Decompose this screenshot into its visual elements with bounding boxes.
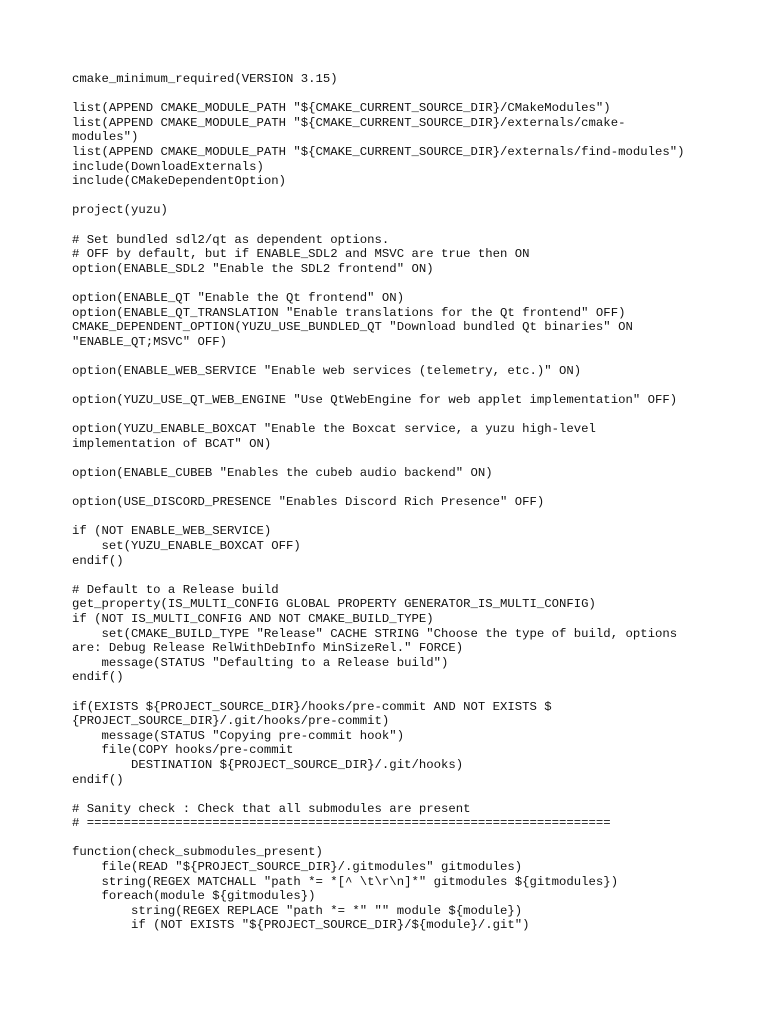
code-line: list(APPEND CMAKE_MODULE_PATH "${CMAKE_CURRENT_SOURCE_DIR}/CMakeModules") — [72, 101, 611, 116]
code-line — [72, 378, 712, 393]
code-line: include(DownloadExternals) — [72, 159, 264, 174]
code-line: file(READ "${PROJECT_SOURCE_DIR}/.gitmodules" gitmodules) — [72, 860, 523, 875]
code-line: option(YUZU_ENABLE_BOXCAT "Enable the Boxcat service, a yuzu high-level — [72, 422, 596, 437]
code-line: # Sanity check : Check that all submodules are present — [72, 801, 471, 816]
code-line: # Set bundled sdl2/qt as dependent options. — [72, 232, 390, 247]
code-line: set(CMAKE_BUILD_TYPE "Release" CACHE STRING "Choose the type of build, options — [72, 626, 678, 641]
code-line — [72, 510, 712, 525]
code-line: implementation of BCAT" ON) — [72, 436, 272, 451]
code-line: cmake_minimum_required(VERSION 3.15) — [72, 72, 338, 86]
code-line — [72, 276, 712, 291]
code-line: option(YUZU_USE_QT_WEB_ENGINE "Use QtWebEngine for web applet implementation" OFF) — [72, 393, 678, 408]
code-line: modules") — [72, 130, 139, 145]
code-line: endif() — [72, 553, 124, 568]
code-line: are: Debug Release RelWithDebInfo MinSizeRel." FORCE) — [72, 641, 464, 656]
code-line: {PROJECT_SOURCE_DIR}/.git/hooks/pre-commit) — [72, 714, 390, 729]
code-line: if (NOT IS_MULTI_CONFIG AND NOT CMAKE_BUILD_TYPE) — [72, 611, 434, 626]
code-line: set(YUZU_ENABLE_BOXCAT OFF) — [72, 539, 301, 553]
code-line: message(STATUS "Copying pre-commit hook") — [72, 728, 405, 743]
code-line: message(STATUS "Defaulting to a Release build") — [72, 655, 449, 670]
code-line — [72, 568, 712, 583]
code-line: endif() — [72, 772, 124, 787]
code-line: get_property(IS_MULTI_CONFIG GLOBAL PROPERTY GENERATOR_IS_MULTI_CONFIG) — [72, 597, 596, 612]
code-line — [72, 218, 712, 233]
code-line: list(APPEND CMAKE_MODULE_PATH "${CMAKE_CURRENT_SOURCE_DIR}/externals/cmake- — [72, 115, 626, 130]
code-line — [72, 349, 712, 364]
code-line: if (NOT ENABLE_WEB_SERVICE) — [72, 524, 272, 539]
code-line — [72, 189, 712, 204]
code-line: project(yuzu) — [72, 203, 168, 218]
code-listing — [72, 72, 712, 933]
code-line: if(EXISTS ${PROJECT_SOURCE_DIR}/hooks/pre-commit AND NOT EXISTS $ — [72, 699, 552, 714]
code-line — [72, 408, 712, 423]
code-line: DESTINATION ${PROJECT_SOURCE_DIR}/.git/hooks) — [72, 757, 464, 772]
code-line: string(REGEX REPLACE "path *= *" "" module ${module}) — [72, 903, 523, 918]
code-line: "ENABLE_QT;MSVC" OFF) — [72, 334, 227, 349]
code-line: # OFF by default, but if ENABLE_SDL2 and MSVC are true then ON — [72, 247, 530, 262]
code-line: include(CMakeDependentOption) — [72, 174, 287, 189]
code-line: if (NOT EXISTS "${PROJECT_SOURCE_DIR}/${module}/.git") — [72, 918, 530, 933]
code-line: option(ENABLE_CUBEB "Enables the cubeb audio backend" ON) — [72, 466, 493, 481]
code-line: list(APPEND CMAKE_MODULE_PATH "${CMAKE_CURRENT_SOURCE_DIR}/externals/find-modules") — [72, 144, 685, 159]
code-line — [72, 685, 712, 700]
code-line — [72, 481, 712, 496]
code-line: option(ENABLE_WEB_SERVICE "Enable web services (telemetry, etc.)" ON) — [72, 363, 582, 378]
code-line: option(ENABLE_QT "Enable the Qt frontend" ON) — [72, 290, 405, 305]
code-line: CMAKE_DEPENDENT_OPTION(YUZU_USE_BUNDLED_QT "Download bundled Qt binaries" ON — [72, 320, 633, 335]
code-line: file(COPY hooks/pre-commit — [72, 743, 294, 758]
code-line: string(REGEX MATCHALL "path *= *[^ \t\r\n]*" gitmodules ${gitmodules}) — [72, 874, 619, 889]
code-line — [72, 87, 712, 102]
code-line: option(ENABLE_SDL2 "Enable the SDL2 frontend" ON) — [72, 261, 434, 276]
code-line — [72, 831, 712, 846]
code-line: # ======================================================================= — [72, 816, 611, 831]
code-line: option(ENABLE_QT_TRANSLATION "Enable translations for the Qt frontend" OFF) — [72, 305, 626, 320]
code-line — [72, 787, 712, 802]
code-line: function(check_submodules_present) — [72, 845, 323, 860]
code-line: # Default to a Release build — [72, 582, 279, 597]
code-line: option(USE_DISCORD_PRESENCE "Enables Discord Rich Presence" OFF) — [72, 495, 545, 510]
code-line: foreach(module ${gitmodules}) — [72, 889, 316, 904]
code-line: endif() — [72, 670, 124, 685]
code-line — [72, 451, 712, 466]
